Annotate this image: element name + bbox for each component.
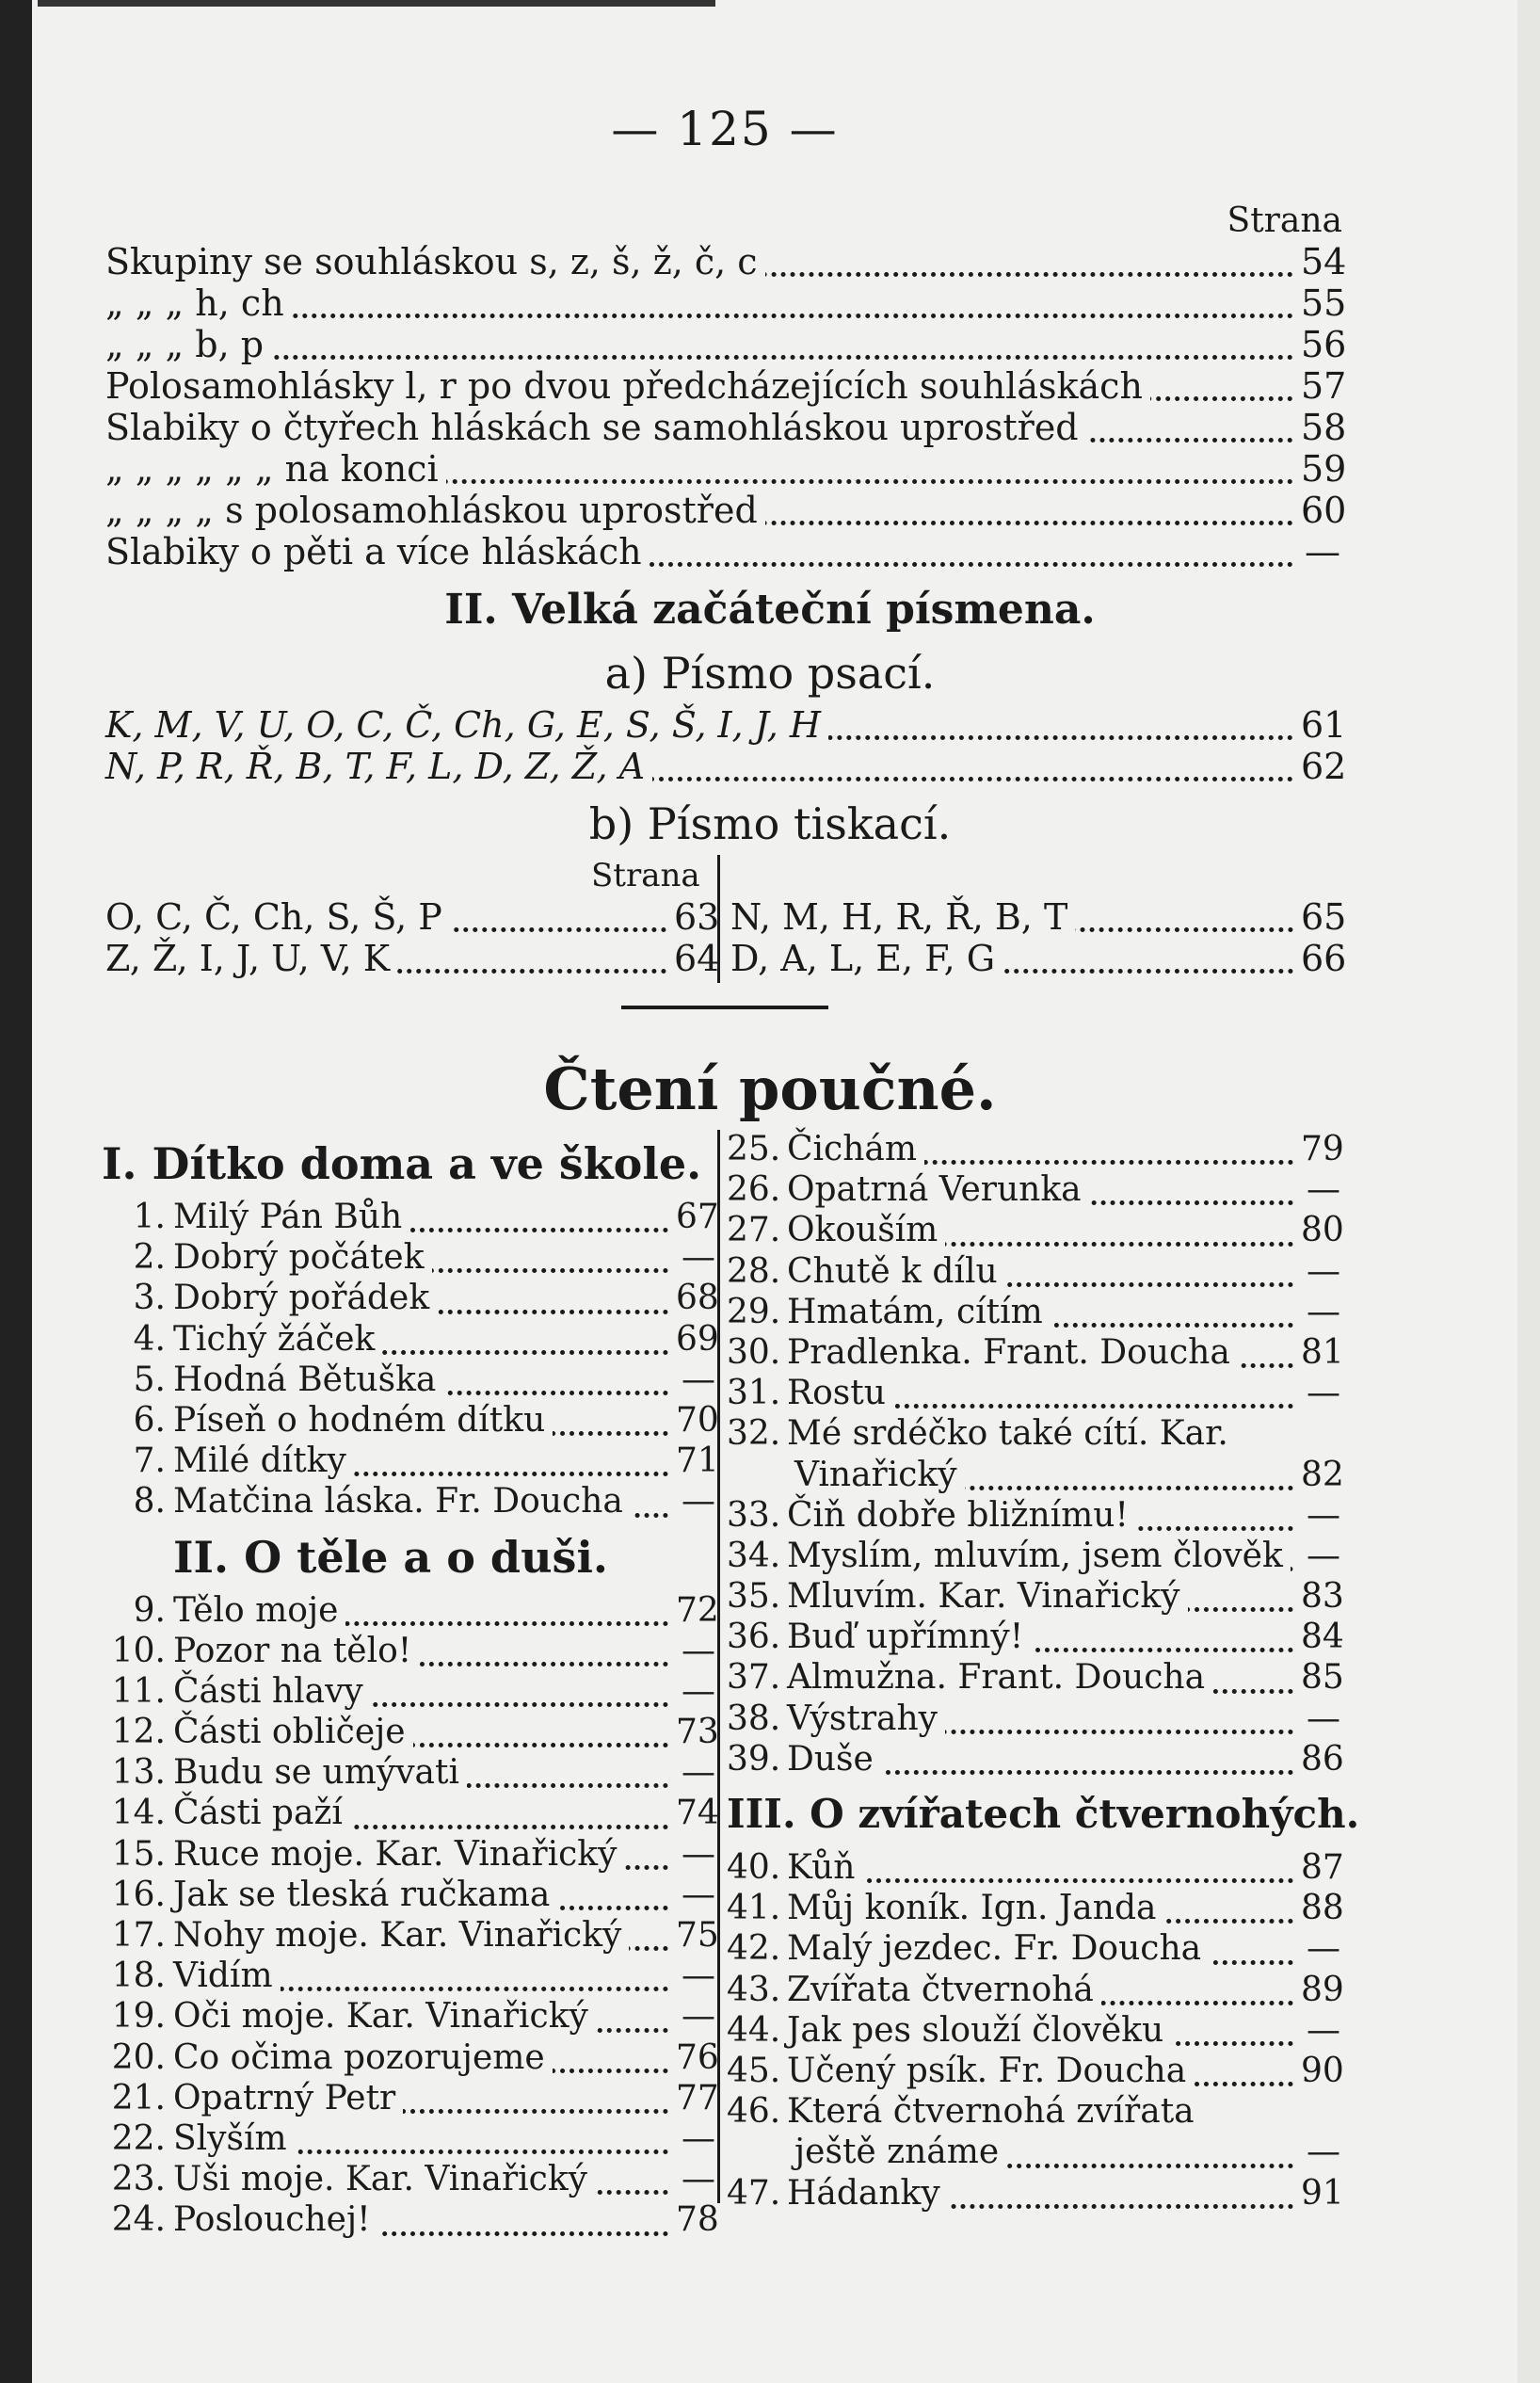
list-item-continuation[interactable]: Vinařický 82 xyxy=(727,1456,1340,1496)
section-heading: III. O zvířatech čtvernohých. xyxy=(727,1791,1360,1837)
list-item[interactable]: 33. Čiň dobře bližnímu! — xyxy=(727,1495,1340,1535)
list-item[interactable]: 10. Pozor na tělo! — xyxy=(102,1632,715,1672)
strana-header: Strana xyxy=(1227,201,1342,240)
toc-row[interactable]: N, M, H, R, Ř, B, T 65 xyxy=(730,896,1347,938)
list-item-continuation[interactable]: ještě známe — xyxy=(727,2133,1340,2173)
list-item[interactable]: 36. Buď upřímný! 84 xyxy=(727,1618,1344,1657)
list-item[interactable]: 7. Milé dítky 71 xyxy=(102,1441,715,1482)
toc-row[interactable]: „ „ „ b, p 56 xyxy=(105,324,1347,365)
list-item[interactable]: 17. Nohy moje. Kar. Vinařický 75 xyxy=(102,1916,715,1956)
subsection-title-print: b) Písmo tiskací. xyxy=(588,798,952,849)
list-item[interactable]: 30. Pradlenka. Frant. Doucha 81 xyxy=(727,1332,1344,1372)
section-title-capitals: II. Velká začáteční písmena. xyxy=(444,586,1096,634)
toc-row[interactable]: Polosamohlásky l, r po dvou předcházejících souhláskách 57 xyxy=(105,365,1347,407)
list-item[interactable]: 2. Dobrý počátek — xyxy=(102,1238,715,1279)
list-item[interactable]: 32. Mé srdéčko také cítí. Kar. xyxy=(727,1414,1340,1455)
list-item[interactable]: 28. Chutě k dílu — xyxy=(727,1251,1340,1291)
toc-row[interactable]: Z, Ž, I, J, U, V, K 64 xyxy=(105,938,720,979)
list-item[interactable]: 38. Výstrahy — xyxy=(727,1699,1340,1738)
section-heading: II. O těle a o duši. xyxy=(173,1531,608,1583)
list-item[interactable]: 1. Milý Pán Bůh 67 xyxy=(102,1198,715,1238)
toc-row[interactable]: „ „ „ „ s polosamohláskou uprostřed 60 xyxy=(105,490,1347,531)
list-item[interactable]: 11. Části hlavy — xyxy=(102,1672,715,1713)
list-item[interactable]: 27. Okouším 80 xyxy=(727,1211,1344,1250)
list-item[interactable]: 15. Ruce moje. Kar. Vinařický — xyxy=(102,1835,715,1876)
list-item[interactable]: 26. Opatrná Verunka — xyxy=(727,1170,1340,1210)
toc-syllables xyxy=(105,241,1347,572)
toc-row[interactable]: Slabiky o pěti a více hláskách — xyxy=(105,531,1340,572)
list-item[interactable]: 37. Almužna. Frant. Doucha 85 xyxy=(727,1658,1344,1698)
list-item[interactable]: 8. Matčina láska. Fr. Doucha — xyxy=(102,1482,715,1522)
list-item[interactable]: 5. Hodná Bětuška — xyxy=(102,1361,715,1401)
list-item[interactable]: 24. Poslouchej! 78 xyxy=(102,2200,715,2241)
page-number: — 125 — xyxy=(611,102,839,156)
list-item[interactable]: 46. Která čtvernohá zvířata xyxy=(727,2092,1340,2133)
section-heading: I. Dítko doma a ve škole. xyxy=(102,1138,702,1189)
list-item[interactable]: 21. Opatrný Petr 77 xyxy=(102,2079,715,2119)
list-item[interactable]: 45. Učený psík. Fr. Doucha 90 xyxy=(727,2051,1344,2090)
list-item[interactable]: 22. Slyším — xyxy=(102,2119,715,2160)
toc-row[interactable]: O, C, Č, Ch, S, Š, P 63 xyxy=(105,896,720,938)
list-item[interactable]: 42. Malý jezdec. Fr. Doucha — xyxy=(727,1929,1340,1969)
list-item[interactable]: 25. Čichám 79 xyxy=(727,1130,1344,1168)
list-item[interactable]: 40. Kůň 87 xyxy=(727,1848,1344,1887)
list-item[interactable]: 44. Jak pes slouží člověku — xyxy=(727,2010,1340,2050)
toc-cursive xyxy=(105,704,1347,787)
list-item[interactable]: 34. Myslím, mluvím, jsem člověk — xyxy=(727,1536,1340,1575)
list-item[interactable]: 41. Můj koník. Ign. Janda 88 xyxy=(727,1889,1344,1928)
toc-row[interactable]: D, A, L, E, F, G 66 xyxy=(730,938,1347,979)
left-column xyxy=(102,1130,719,2242)
list-item[interactable]: 16. Jak se tleská ručkama — xyxy=(102,1876,715,1916)
list-item[interactable]: 19. Oči moje. Kar. Vinařický — xyxy=(102,1997,715,2037)
list-item[interactable]: 9. Tělo moje 72 xyxy=(102,1591,715,1632)
tiskaci-strana-label: Strana xyxy=(591,857,700,894)
list-item[interactable]: 39. Duše 86 xyxy=(727,1739,1344,1779)
toc-row[interactable]: „ „ „ „ „ „ na konci 59 xyxy=(105,448,1347,490)
list-item[interactable]: 14. Části paží 74 xyxy=(102,1794,715,1834)
list-item[interactable]: 43. Zvířata čtvernohá 89 xyxy=(727,1970,1344,2009)
toc-row[interactable]: „ „ „ h, ch 55 xyxy=(105,282,1347,324)
toc-row[interactable]: K, M, V, U, O, C, Č, Ch, G, E, S, Š, I, J, H 61 xyxy=(105,704,1347,746)
toc-print-left xyxy=(105,896,720,979)
list-item[interactable]: 18. Vidím — xyxy=(102,1956,715,1997)
list-item[interactable]: 4. Tichý žáček 69 xyxy=(102,1320,715,1361)
toc-row[interactable]: N, P, R, Ř, B, T, F, L, D, Z, Ž, A 62 xyxy=(105,746,1347,787)
list-item[interactable]: 47. Hádanky 91 xyxy=(727,2173,1344,2213)
subsection-title-cursive: a) Písmo psací. xyxy=(604,648,936,699)
section-divider-rule xyxy=(621,1006,828,1009)
toc-row[interactable]: Slabiky o čtyřech hláskách se samohláskou uprostřed 58 xyxy=(105,407,1347,448)
main-title: Čtení poučné. xyxy=(543,1055,997,1123)
list-item[interactable]: 3. Dobrý pořádek 68 xyxy=(102,1279,715,1319)
right-column xyxy=(727,1130,1360,2214)
list-item[interactable]: 23. Uši moje. Kar. Vinařický — xyxy=(102,2160,715,2200)
list-item[interactable]: 20. Co očima pozorujeme 76 xyxy=(102,2038,715,2079)
list-item[interactable]: 29. Hmatám, cítím — xyxy=(727,1292,1340,1331)
list-item[interactable]: 35. Mluvím. Kar. Vinařický 83 xyxy=(727,1577,1344,1617)
toc-print-right xyxy=(730,896,1347,979)
list-item[interactable]: 31. Rostu — xyxy=(727,1374,1340,1413)
toc-row[interactable]: Skupiny se souhláskou s, z, š, ž, č, c 54 xyxy=(105,241,1347,282)
list-item[interactable]: 6. Píseň o hodném dítku 70 xyxy=(102,1401,715,1441)
list-item[interactable]: 12. Části obličeje 73 xyxy=(102,1713,715,1753)
list-item[interactable]: 13. Budu se umývati — xyxy=(102,1753,715,1794)
